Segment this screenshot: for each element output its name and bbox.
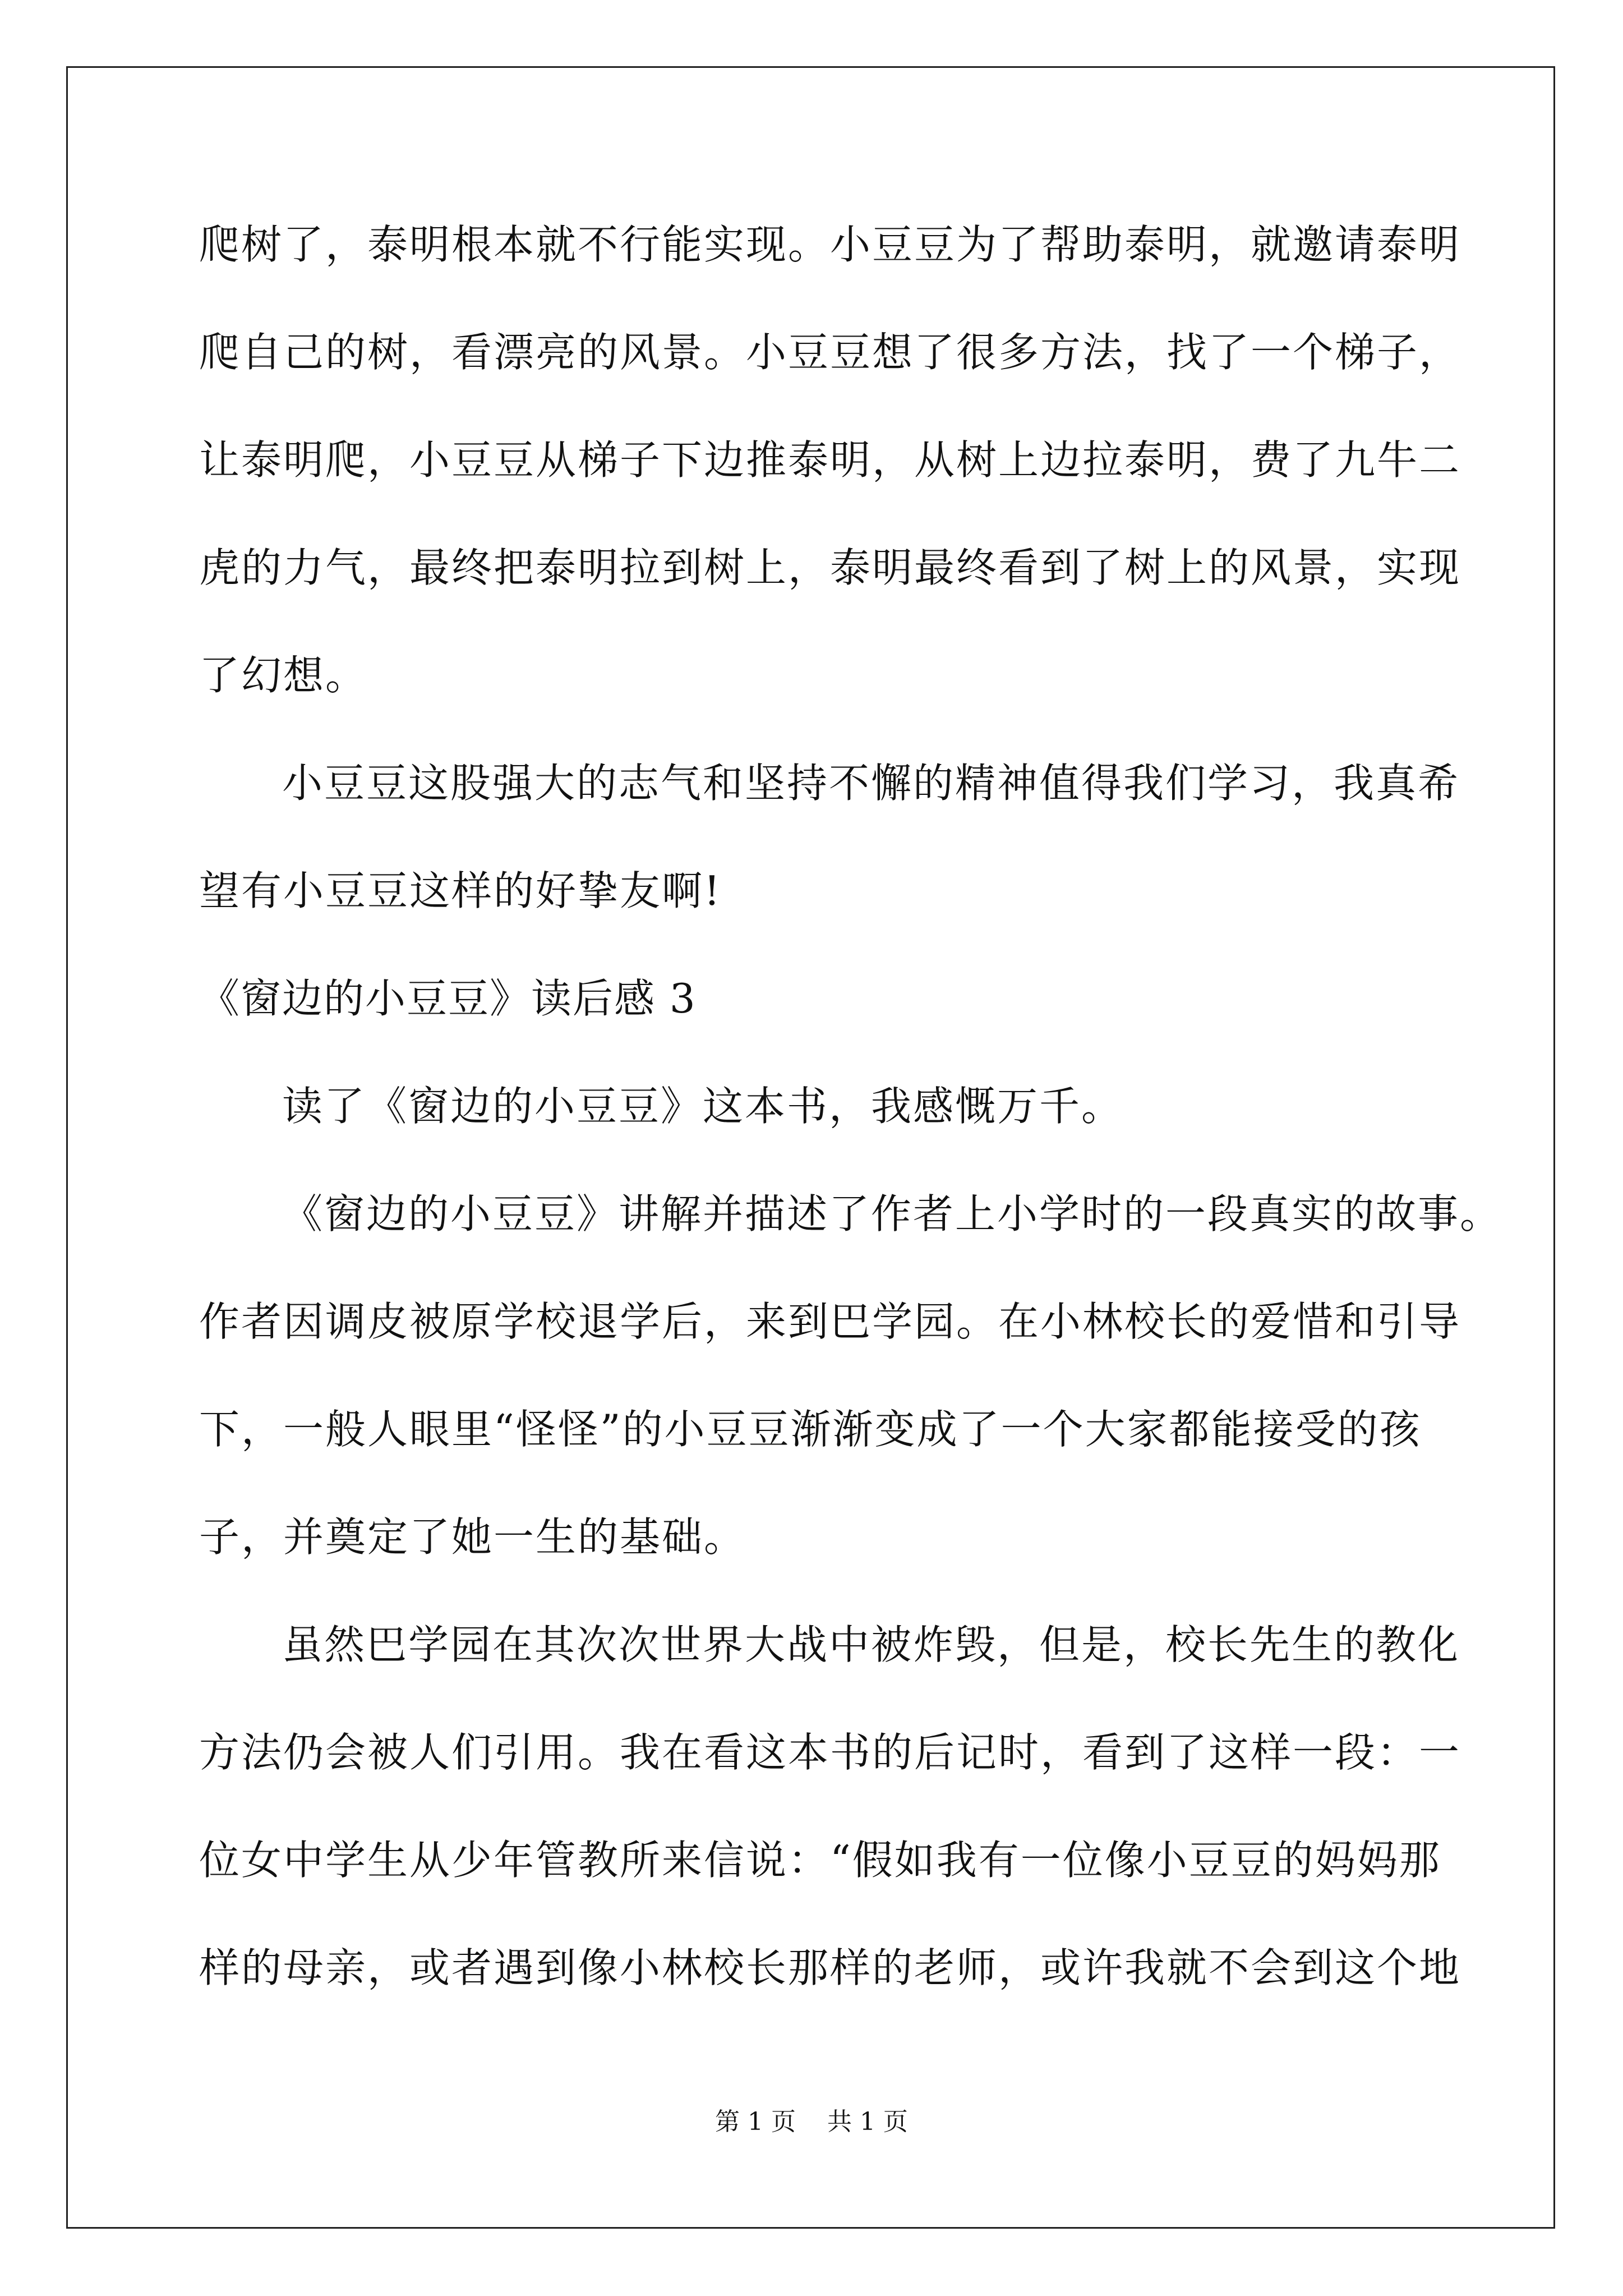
text-line: 爬自己的树，看漂亮的风景。小豆豆想了很多方法，找了一个梯子， — [199, 329, 1461, 376]
paragraph-start: 小豆豆这股强大的志气和坚持不懈的精神值得我们学习，我真希 — [282, 760, 1460, 807]
text-line: 了幻想。 — [199, 652, 368, 699]
section-heading: 《窗边的小豆豆》读后感 3 — [199, 975, 697, 1022]
text-line: 让泰明爬，小豆豆从梯子下边推泰明，从树上边拉泰明，费了九牛二 — [199, 436, 1461, 484]
paragraph-start: 虽然巴学园在其次次世界大战中被炸毁，但是，校长先生的教化 — [282, 1621, 1460, 1668]
text-line: 样的母亲，或者遇到像小林校长那样的老师，或许我就不会到这个地 — [199, 1944, 1461, 1991]
text-line: 作者因调皮被原学校退学后，来到巴学园。在小林校长的爱惜和引导 — [199, 1298, 1461, 1345]
text-line: 下，一般人眼里“怪怪”的小豆豆渐渐变成了一个大家都能接受的孩 — [199, 1406, 1422, 1453]
text-line: 方法仍会被人们引用。我在看这本书的后记时，看到了这样一段：一 — [199, 1729, 1461, 1776]
text-line: 望有小豆豆这样的好挚友啊! — [199, 867, 722, 914]
page-border — [66, 66, 1555, 2229]
text-line: 位女中学生从少年管教所来信说：“假如我有一位像小豆豆的妈妈那 — [199, 1837, 1441, 1884]
paragraph-start: 读了《窗边的小豆豆》这本书，我感慨万千。 — [282, 1083, 1124, 1130]
paragraph-start: 《窗边的小豆豆》讲解并描述了作者上小学时的一段真实的故事。 — [282, 1190, 1502, 1237]
text-line: 虎的力气，最终把泰明拉到树上，泰明最终看到了树上的风景，实现 — [199, 544, 1461, 591]
text-line: 子，并奠定了她一生的基础。 — [199, 1513, 746, 1561]
page-footer: 第 1 页 共 1 页 — [715, 2108, 908, 2136]
text-line: 爬树了，泰明根本就不行能实现。小豆豆为了帮助泰明，就邀请泰明 — [199, 221, 1461, 268]
